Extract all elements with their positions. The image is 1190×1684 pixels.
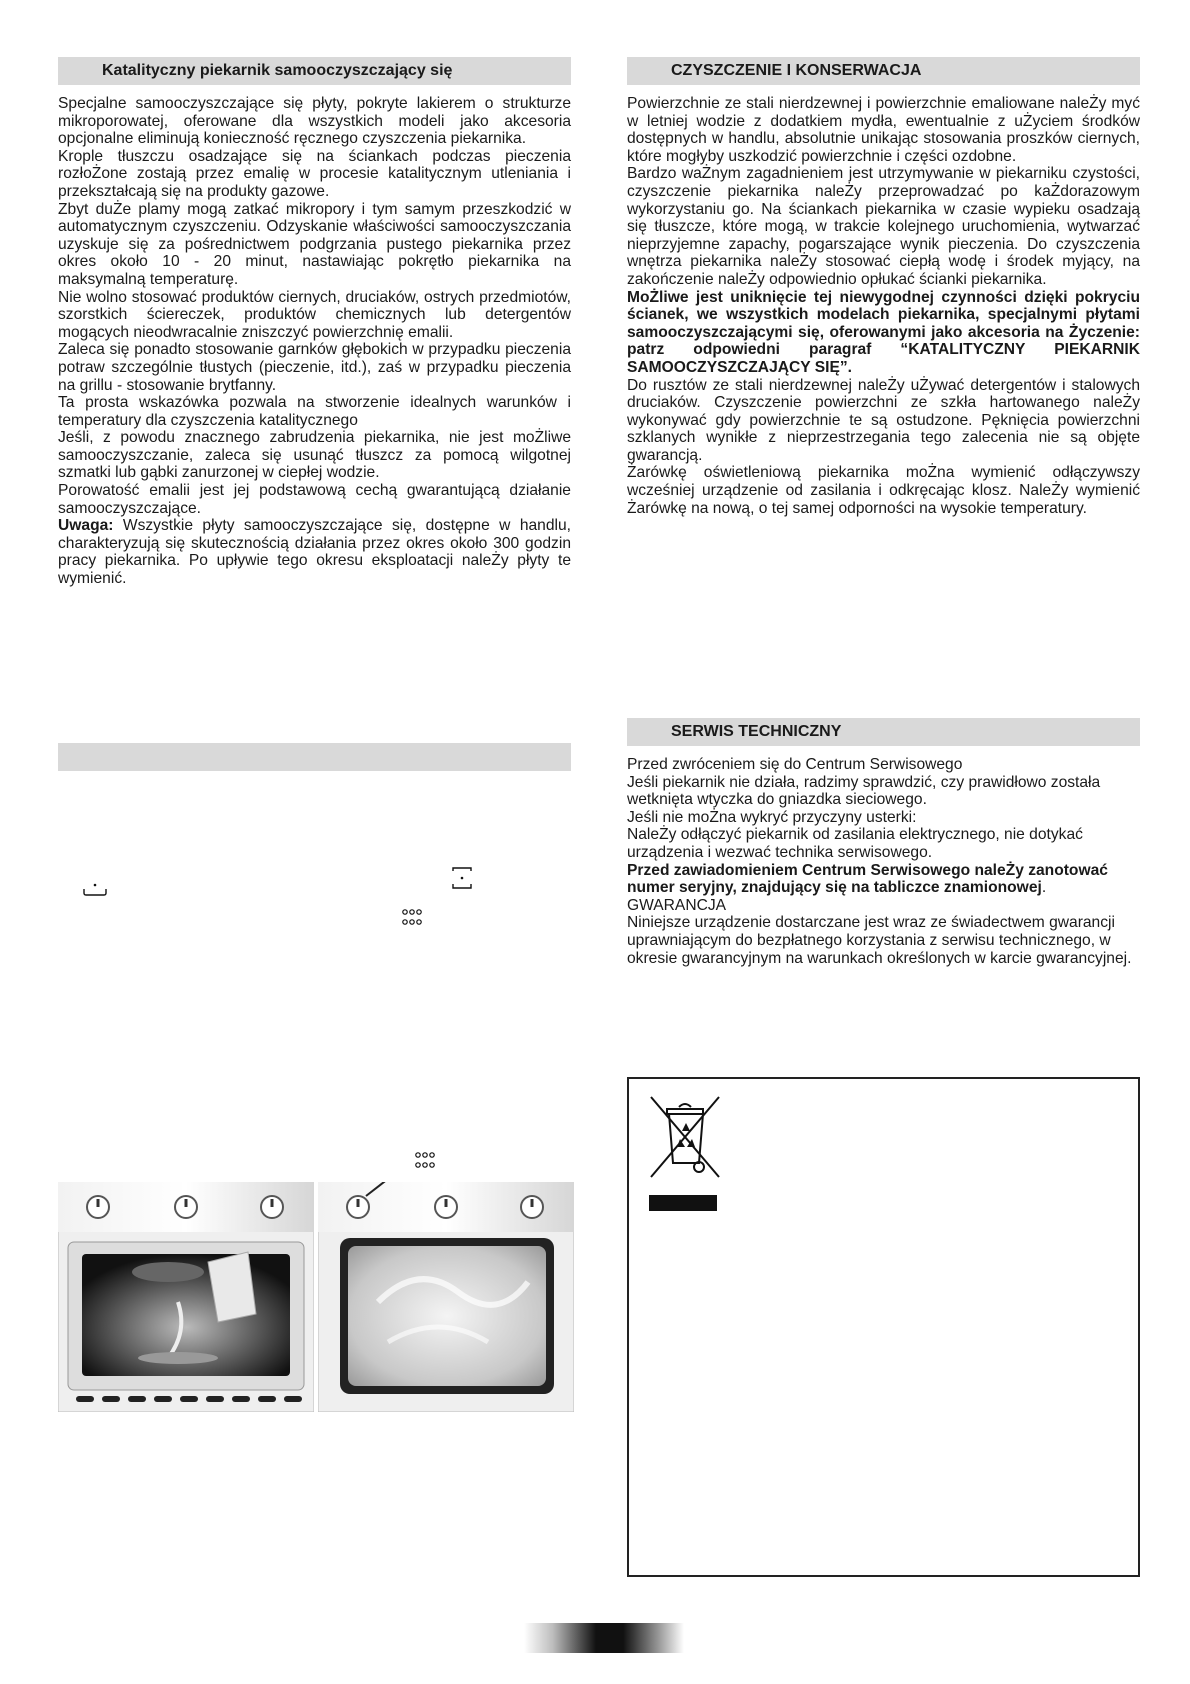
cleaning-paragraph: Powierzchnie ze stali nierdzewnej i powierzchnie emaliowane naleŻy myć w letniej wodzie z dodatkiem mydła, ewentualnie z uŻyciem środków dostępnych w handlu, absolutnie unikając stosowania proszków ciernych, które mogłyby uszkodzić powierzchnie i części ozdobne. (627, 95, 1140, 165)
warranty-heading: GWARANCJA (627, 896, 727, 914)
catalytic-paragraph: Jeśli, z powodu znacznego zabrudzenia piekarnika, nie jest moŻliwe samooczyszczanie, zaleca się usunąć tłuszcz za pomocą wilgotnej szmatki lub gąbki zanurzonej w ciepłej wodzie. (58, 429, 571, 482)
weee-disposal-box (627, 1077, 1140, 1577)
oven-bottom-heat-symbol-icon (80, 880, 110, 903)
note-label: Uwaga: (58, 517, 114, 535)
service-section-body (627, 756, 1140, 967)
service-line: Przed zwróceniem się do Centrum Serwisowego (627, 756, 963, 773)
oven-pouring-water-illustration (58, 1182, 314, 1412)
cleaning-paragraph: Bardzo waŻnym zagadnieniem jest utrzymywanie w piekarniku czystości, czyszczenie piekarnika naleŻy przeprowadzać po kaŻdorazowym wykorzystaniu go. Na ściankach piekarnika w czasie wypieku osadzają się tłuszcze, które mogą, w trakcie kolejnego uruchomienia, wytwarzać nieprzyjemne zapachy, pogarszające wynik pieczenia. Do czyszczenia wnętrza piekarnika naleŻy stosować ciepłą wodę i środek myjący, na zakończenie naleŻy odpowiednio opłukać ścianki piekarnika. (627, 165, 1140, 288)
service-line: Jeśli nie moŻna wykryć przyczyny usterki: (627, 808, 917, 826)
catalytic-paragraph: Nie wolno stosować produktów ciernych, druciaków, ostrych przedmiotów, szorstkich ściereczek, produktów chemicznych lub detergentów mogących nieodwracalnie zniszczyć powierzchnię emalii. (58, 288, 571, 341)
service-bold-note-tail: . (1041, 879, 1047, 897)
catalytic-paragraph: Zaleca się ponadto stosowanie garnków głębokich w przypadku pieczenia potraw szczególnie tłustych (pieczenie, itd.), zaś w przypadku pieczenia na grillu - stosowanie brytfanny. (58, 341, 571, 394)
cleaning-section-body (627, 95, 1140, 517)
oven-illustrations (58, 1182, 574, 1412)
service-bold-note: Przed zawiadomieniem Centrum Serwisowego naleŻy zanotować numer seryjny, znajdujący się na tabliczce znamionowej (627, 861, 1108, 897)
cleaning-paragraph: Do rusztów ze stali nierdzewnej naleŻy uŻywać detergentów i stalowych druciaków. Czyszczenie powierzchni ze szkła hartowanego naleŻy wykonywać gdy powierzchnie te są ostudzone. Pęknięcia powierzchni szklanych wynikłe z nieprzestrzegania tego zalecenia nie są objęte gwarancją. (627, 376, 1140, 464)
cleaning-paragraph: Żarówkę oświetleniową piekarnika moŻna wymienić odłączywszy wcześniej urządzenie od zasilania i odkręcając klosz. NaleŻy wymienić Żarówkę na nową, o tej samej odporności na wysokie temperatury. (627, 464, 1140, 517)
catalytic-section-heading: Katalityczny piekarnik samooczyszczający się (58, 57, 571, 85)
catalytic-paragraph: Krople tłuszczu osadzające się na ściankach podczas pieczenia rozłoŻone zostają przez emalię w procesie katalitycznym utleniania i przekształcają się na produkty gazowe. (58, 147, 571, 200)
service-line: Jeśli piekarnik nie działa, radzimy sprawdzić, czy prawidłowo została wetknięta wtyczka do gniazdka sieciowego. (627, 773, 1101, 809)
steam-drops-symbol-icon (399, 905, 427, 938)
catalytic-paragraph: Porowatość emalii jest jej podstawową cechą gwarantującą działanie samooczyszczające. (58, 482, 571, 517)
service-line (627, 862, 1140, 897)
cleaning-bold-paragraph: MoŻliwe jest uniknięcie tej niewygodnej czynności dzięki pokryciu ścianek, we wszystkich modelach piekarnika, specjalnymi płytami samooczyszczającymi się, oferowanymi jako akcesoria na Życzenie: patrz odpowiedni paragraf “KATALITYCZNY PIEKARNIK SAMOOCZYSZCZAJĄCY SIĘ”. (627, 288, 1140, 376)
catalytic-paragraph: Zbyt duŻe plamy mogą zatkać mikropory i tym samym przeszkodzić w automatycznym czyszczeniu. Odzyskanie właściwości samooczyszczania uzyskuje się za pośrednictwem podgrzania pustego piekarnika przez okres około 10 - 20 minut, nastawiając pokrętło piekarnika na maksymalną temperaturę. (58, 200, 571, 288)
page-number-tab (524, 1623, 684, 1653)
oven-top-bottom-symbol-icon (449, 865, 475, 896)
oven-steam-cleaning-illustration (318, 1182, 574, 1412)
catalytic-note (58, 517, 571, 587)
cleaning-section-heading: CZYSZCZENIE I KONSERWACJA (627, 57, 1140, 85)
steam-drops-symbol-icon (412, 1148, 440, 1181)
service-line: Niniejsze urządzenie dostarczane jest wraz ze świadectwem gwarancji uprawniającym do bezpłatnego korzystania z serwisu technicznego, w okresie gwarancyjnym na warunkach określonych w karcie gwarancyjnej. (627, 914, 1132, 967)
crossed-out-wheeled-bin-icon (647, 1093, 723, 1188)
note-text: Wszystkie płyty samooczyszczające się, dostępne w handlu, charakteryzują się skutecznością działania przez okres około 300 godzin pracy piekarnika. Po upływie tego okresu eksploatacji naleŻy płyty te wymienić. (58, 517, 571, 588)
service-section (627, 718, 1140, 967)
catalytic-paragraph: Ta prosta wskazówka pozwala na stworzenie idealnych warunków i temperatury dla czyszczenia katalitycznego (58, 394, 571, 429)
right-column (627, 57, 1140, 517)
catalytic-section-body (58, 95, 571, 588)
service-line: NaleŻy odłączyć piekarnik od zasilania elektrycznego, nie dotykać urządzenia i wezwać technika serwisowego. (627, 826, 1083, 861)
weee-black-bar (649, 1195, 717, 1211)
blank-section-heading-bar (58, 743, 571, 771)
left-column (58, 57, 571, 588)
catalytic-paragraph: Specjalne samooczyszczające się płyty, pokryte lakierem o strukturze mikroporowatej, oferowane dla wszystkich modeli jako akcesoria opcjonalne eliminują konieczność ręcznego czyszczenia piekarnika. (58, 95, 571, 148)
service-section-heading: SERWIS TECHNICZNY (627, 718, 1140, 746)
